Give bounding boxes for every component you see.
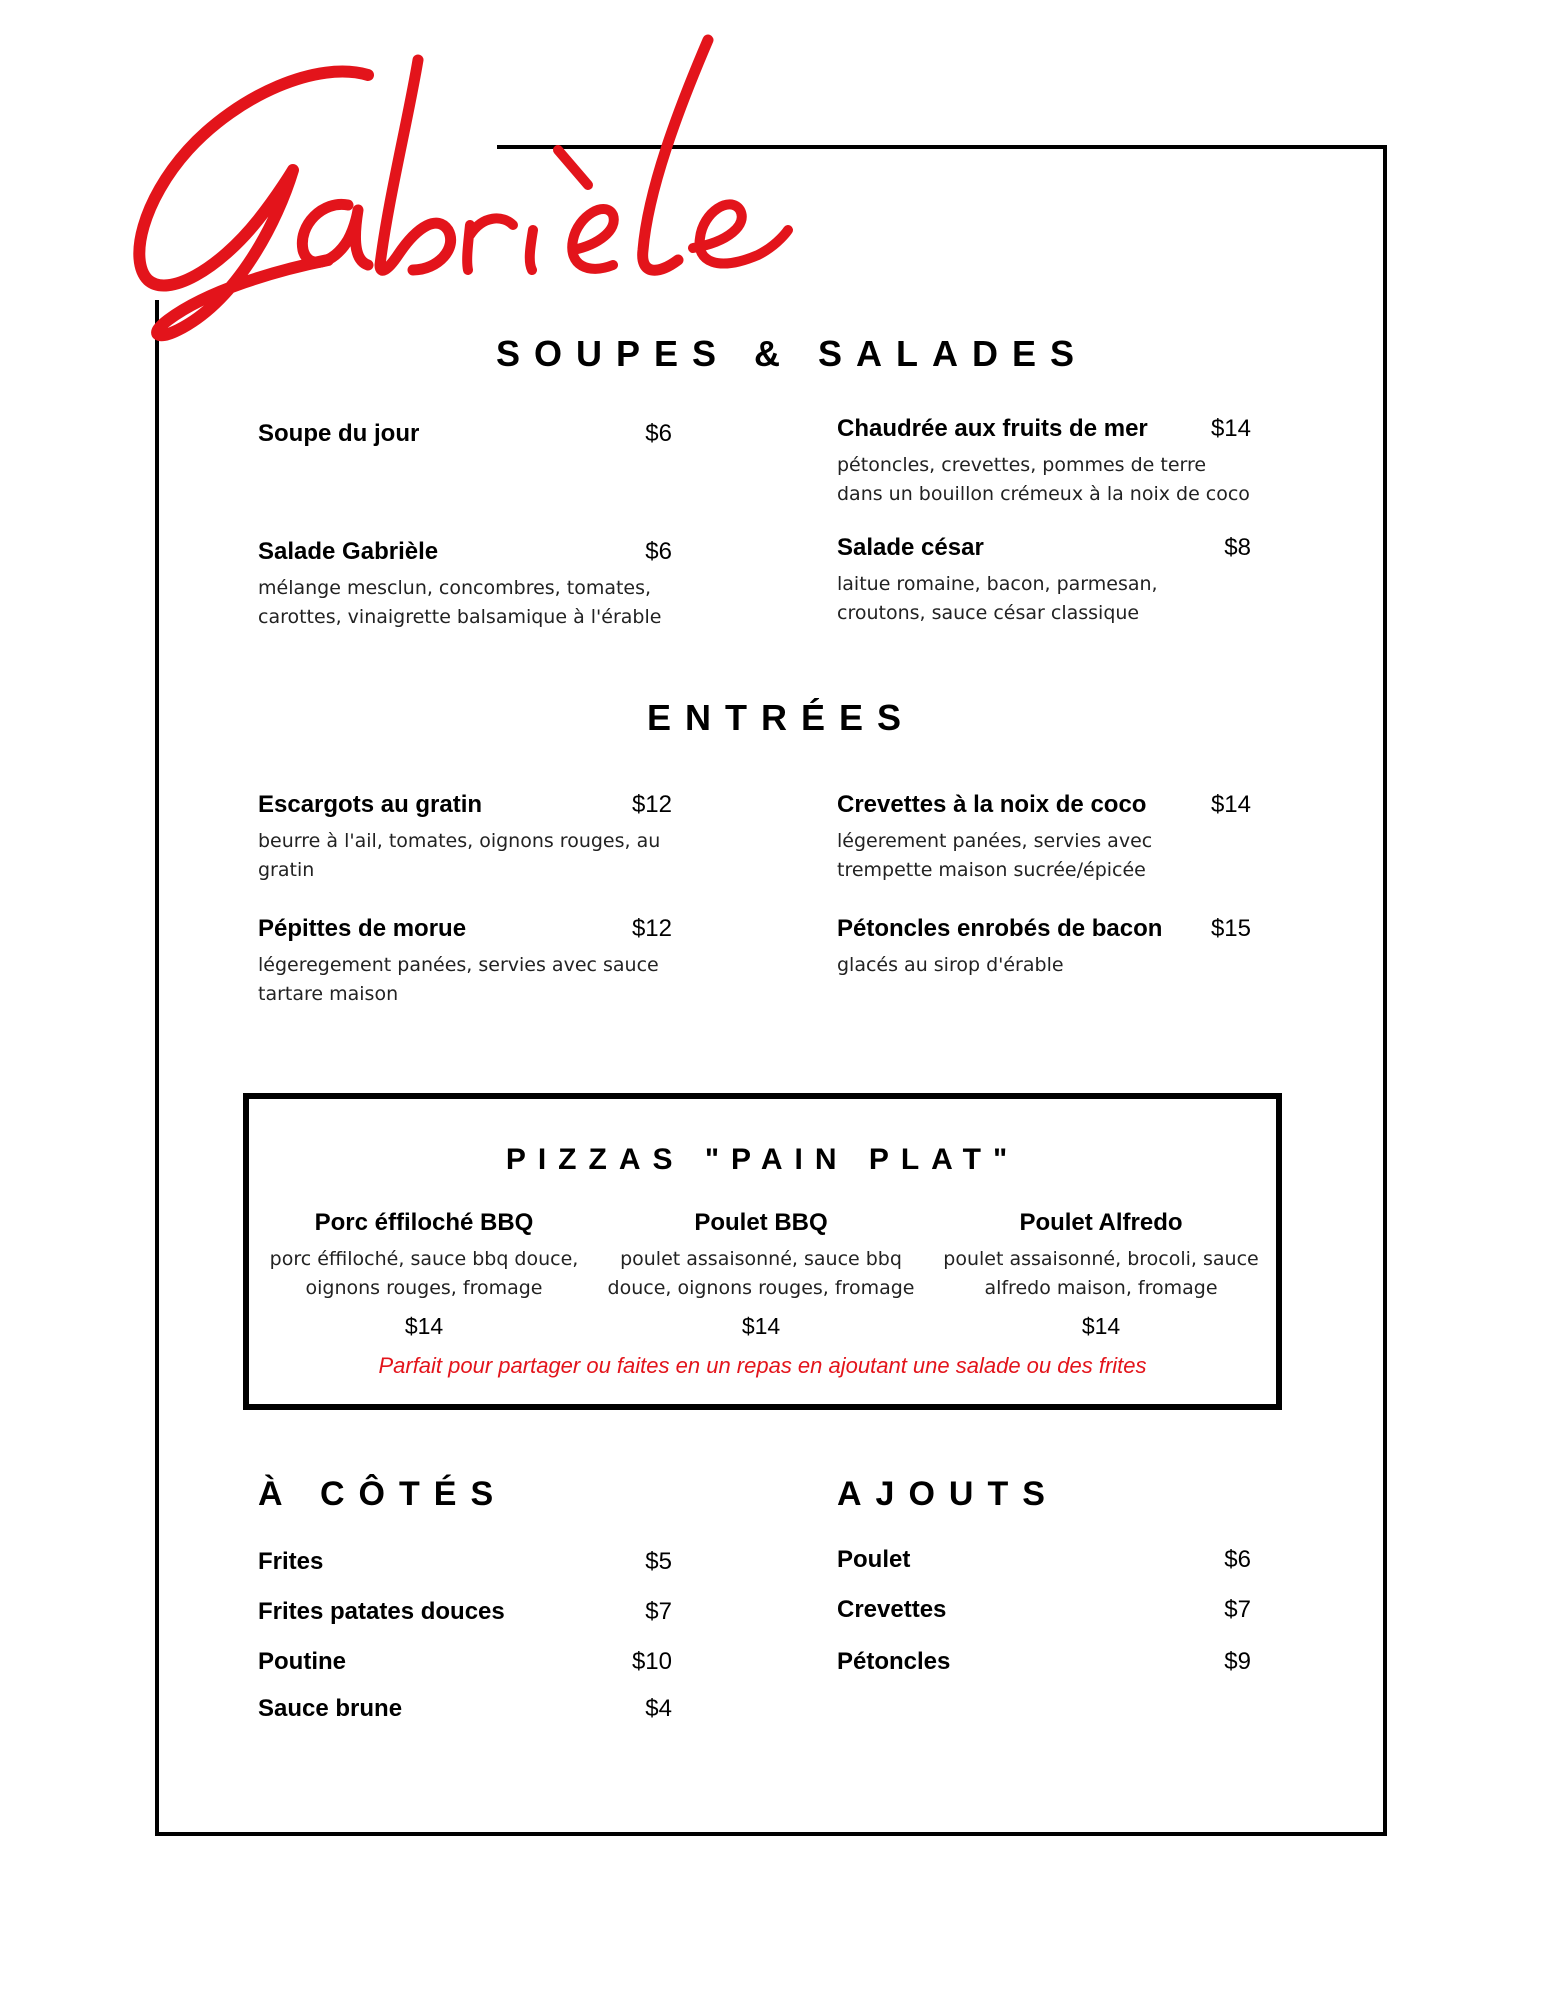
item-name: Escargots au gratin [258, 791, 483, 818]
pizza-price: $14 [404, 1313, 444, 1339]
item-name: Poulet [837, 1546, 911, 1573]
item-description: pétoncles, crevettes, pommes de terre dans un bouillon crémeux à la noix de coco [837, 454, 1250, 505]
item-name: Frites patates douces [258, 1598, 505, 1625]
pizza-name: Porc éffiloché BBQ [314, 1209, 534, 1236]
item-price: $7 [1224, 1596, 1251, 1623]
pizza-item [264, 1209, 584, 1340]
menu-item [258, 1648, 672, 1676]
item-description: laitue romaine, bacon, parmesan, croutons, sauce césar classique [837, 573, 1158, 624]
item-name: Pépittes de morue [258, 915, 467, 942]
item-description: beurre à l'ail, tomates, oignons rouges, au gratin [258, 830, 661, 881]
menu-item [837, 791, 1251, 885]
menu-item [258, 1695, 672, 1723]
pizza-price: $14 [741, 1313, 781, 1339]
item-price: $7 [645, 1598, 672, 1625]
item-name: Crevettes à la noix de coco [837, 791, 1147, 818]
menu-item [258, 538, 672, 632]
ajouts-title: AJOUTS [837, 1475, 1059, 1513]
item-price: $6 [645, 538, 672, 565]
item-price: $15 [1210, 915, 1251, 942]
pizza-price: $14 [1081, 1313, 1121, 1339]
soupes-salades-title: SOUPES & SALADES [496, 333, 1089, 374]
item-name: Pétoncles [837, 1648, 951, 1675]
pizzas-box [243, 1093, 1282, 1410]
menu-item [837, 534, 1251, 628]
item-name: Sauce brune [258, 1695, 403, 1722]
menu-item [837, 1546, 1251, 1574]
pizza-name: Poulet BBQ [694, 1209, 828, 1236]
menu-item [837, 1648, 1251, 1676]
pizzas-title: PIZZAS "PAIN PLAT" [505, 1143, 1020, 1176]
item-description: légerement panées, servies avec trempette maison sucrée/épicée [837, 830, 1153, 881]
item-price: $9 [1224, 1648, 1251, 1675]
pizza-description: porc éffiloché, sauce bbq douce, oignons rouges, fromage [269, 1248, 579, 1299]
cotes-title: À CÔTÉS [258, 1475, 508, 1513]
menu-item [837, 915, 1251, 980]
item-price: $12 [631, 791, 672, 818]
frame-bottom-border [155, 1832, 1387, 1836]
pizza-description: poulet assaisonné, brocoli, sauce alfredo maison, fromage [943, 1248, 1259, 1299]
item-price: $10 [631, 1648, 672, 1675]
item-name: Chaudrée aux fruits de mer [837, 415, 1148, 442]
menu-item [258, 1548, 672, 1576]
menu-item [258, 915, 672, 1009]
frame-right-border [1383, 145, 1387, 1836]
pizza-name: Poulet Alfredo [1019, 1209, 1183, 1236]
menu-item [837, 415, 1251, 509]
menu-item [258, 420, 672, 448]
item-price: $14 [1210, 791, 1251, 818]
item-price: $8 [1224, 534, 1251, 561]
item-name: Soupe du jour [258, 420, 420, 447]
item-price: $5 [645, 1548, 672, 1575]
pizza-description: poulet assaisonné, sauce bbq douce, oignons rouges, fromage [607, 1248, 915, 1299]
item-name: Poutine [258, 1648, 346, 1675]
item-price: $6 [645, 420, 672, 447]
item-price: $4 [645, 1695, 672, 1722]
item-price: $14 [1210, 415, 1251, 442]
item-price: $6 [1224, 1546, 1251, 1573]
item-name: Crevettes [837, 1596, 947, 1623]
menu-item [837, 1596, 1251, 1624]
item-description: légeregement panées, servies avec sauce tartare maison [258, 954, 659, 1005]
pizza-item [941, 1209, 1261, 1340]
item-price: $12 [631, 915, 672, 942]
menu-item [258, 1598, 672, 1626]
pizza-item [601, 1209, 921, 1340]
frame-left-border [155, 300, 159, 1836]
item-name: Salade Gabrièle [258, 538, 439, 565]
item-name: Pétoncles enrobés de bacon [837, 915, 1163, 942]
item-description: mélange mesclun, concombres, tomates, carottes, vinaigrette balsamique à l'érable [258, 577, 662, 628]
item-name: Salade césar [837, 534, 984, 561]
item-description: glacés au sirop d'érable [837, 954, 1064, 976]
entrees-title: ENTRÉES [647, 697, 916, 738]
menu-item [258, 791, 672, 885]
gabriele-logo [118, 20, 838, 350]
pizzas-note: Parfait pour partager ou faites en un repas en ajoutant une salade ou des frites [378, 1353, 1147, 1378]
item-name: Frites [258, 1548, 324, 1575]
